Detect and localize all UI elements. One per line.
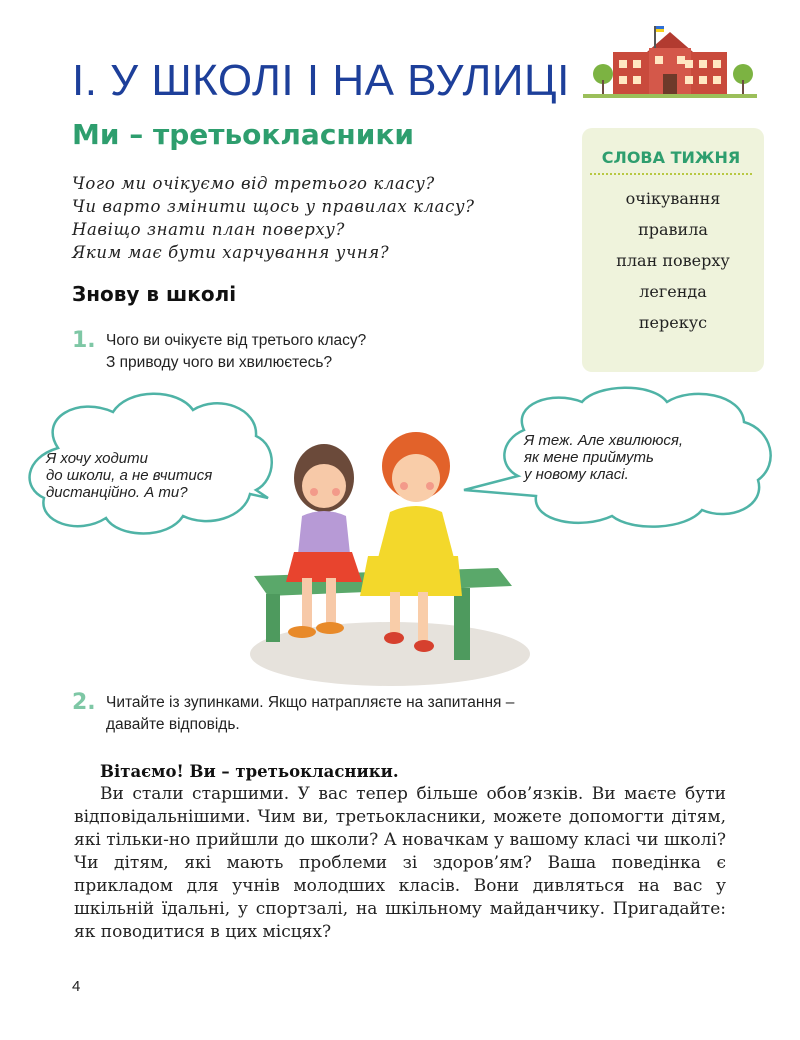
reading-greeting: Вітаємо! Ви – третьокласники. <box>100 762 399 781</box>
intro-questions <box>72 172 475 264</box>
task-text <box>106 330 366 374</box>
bubble-text-left <box>46 450 212 501</box>
bubble-line: дистанційно. А ти? <box>46 484 188 501</box>
reading-body: Ви стали старшими. У вас тепер більше обов’язків. Ви маєте бути відповідальнішими. Чим ви, третьокласники, можете допомогти дітям, які тільки-но прийшли до школи? А новачкам у вашому класі чи школі? Чи дітям, які мають проблеми зі здоров’ям? Ваша поведінка є прикладом для учнів молодших класів. Вони дивляться на вас у шкільній їдальні, у спортзалі, на шкільному майданчику. Пригадайте: як поводитися в цих місцях? <box>74 784 726 942</box>
task-line: З приводу чого ви хвилюєтесь? <box>106 354 333 371</box>
bubble-line: у новому класі. <box>524 466 629 483</box>
bubble-line: Я хочу ходити <box>46 450 148 467</box>
page-number: 4 <box>72 978 81 995</box>
chapter-title: І. У ШКОЛІ І НА ВУЛИЦІ <box>72 56 570 105</box>
school-illustration <box>583 18 757 100</box>
vocabulary-word: перекус <box>638 313 708 332</box>
intro-question: Яким має бути харчування учня? <box>72 243 390 262</box>
lesson-title: Ми – третьокласники <box>72 118 415 151</box>
task-line: давайте відповідь. <box>106 716 240 733</box>
bubble-line: як мене приймуть <box>524 449 654 466</box>
girls-on-bench-illustration <box>240 428 540 688</box>
vocabulary-word: очікування <box>625 189 721 208</box>
task-2 <box>72 692 514 736</box>
vocabulary-word: легенда <box>639 282 707 301</box>
words-list <box>582 183 764 338</box>
task-text <box>106 692 514 736</box>
vocabulary-word: правила <box>638 220 708 239</box>
words-of-week-header: СЛОВА ТИЖНЯ <box>590 148 752 175</box>
section-title: Знову в школі <box>72 282 237 306</box>
vocabulary-word: план поверху <box>616 251 730 270</box>
task-1 <box>72 330 366 374</box>
bubble-line: Я теж. Але хвилююся, <box>524 432 684 449</box>
reading-text <box>74 760 726 944</box>
intro-question: Чого ми очікуємо від третього класу? <box>72 174 435 193</box>
task-number: 2. <box>72 690 96 715</box>
bubble-line: до школи, а не вчитися <box>46 467 213 484</box>
task-line: Чого ви очікуєте від третього класу? <box>106 332 367 349</box>
words-of-week-box <box>582 128 764 372</box>
task-line: Читайте із зупинками. Якщо натрапляєте на запитання – <box>106 694 515 711</box>
task-number: 1. <box>72 328 96 353</box>
bubble-text-right <box>524 432 683 483</box>
intro-question: Чи варто змінити щось у правилах класу? <box>72 197 475 216</box>
intro-question: Навіщо знати план поверху? <box>72 220 345 239</box>
